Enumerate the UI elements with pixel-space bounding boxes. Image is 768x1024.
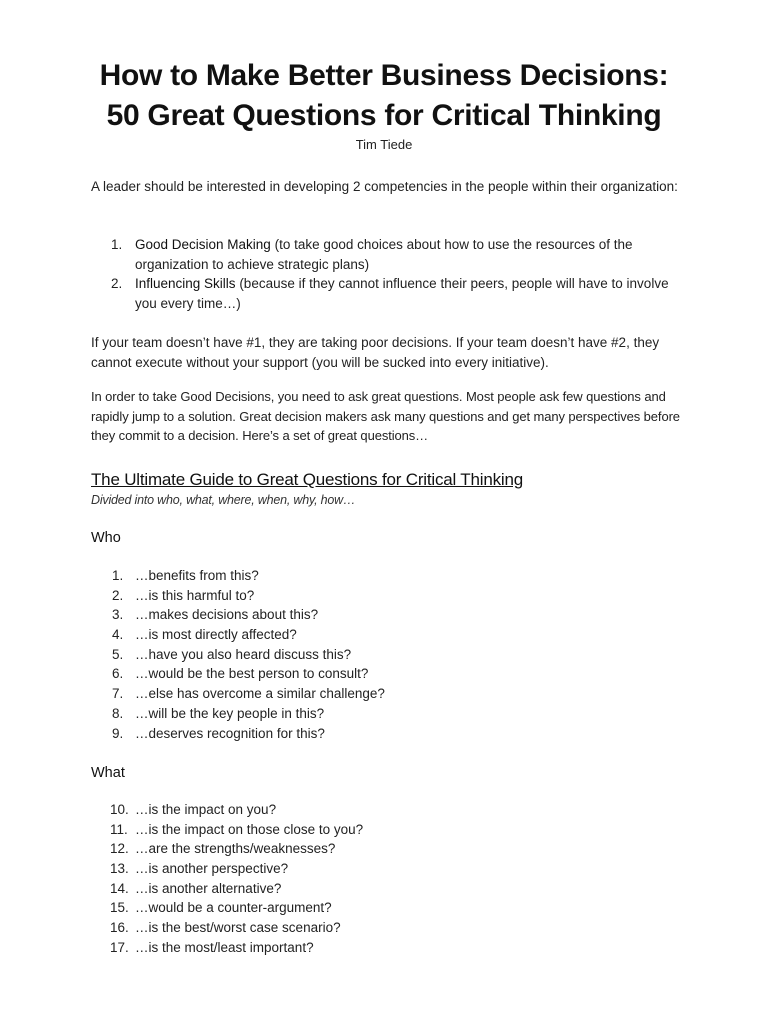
question-text: …is another alternative? [135,880,282,896]
question-text: …makes decisions about this? [135,607,319,623]
list-number: 12. [110,841,129,857]
question-text: …is the best/worst case scenario? [135,920,341,936]
title-line-1: How to Make Better Business Decisions: [99,59,669,92]
question-text: …have you also heard discuss this? [135,646,352,662]
competencies-list [91,235,691,313]
question-text: …benefits from this? [135,568,259,583]
list-number: 1. [111,237,123,252]
who-questions-list [91,566,691,743]
list-item [91,664,691,684]
list-item [91,820,691,840]
question-text: …would be the best person to consult? [135,666,369,682]
list-item [91,586,691,606]
section-heading-what: What [91,765,125,781]
list-number: 3. [112,607,124,623]
question-text: …is the impact on you? [135,802,277,817]
list-number: 6. [112,666,124,682]
list-item [91,724,691,744]
list-number: 16. [110,920,129,936]
question-text: …else has overcome a similar challenge? [135,686,385,702]
question-text: …would be a counter-argument? [135,900,332,916]
list-item [91,605,691,625]
list-number: 2. [111,276,123,291]
list-number: 11. [110,821,128,837]
question-text: …is the impact on those close to you? [135,821,364,837]
author-name: Tim Tiede [355,137,413,152]
list-item [91,704,691,724]
list-item [91,625,691,645]
list-number: 9. [112,725,124,741]
list-item [91,839,691,859]
competency-term: Influencing Skills [135,276,236,291]
list-number: 15. [110,900,129,916]
what-questions-list [91,800,691,958]
question-text: …deserves recognition for this? [135,725,325,741]
guide-subheading: Divided into who, what, where, when, why, how… [91,493,356,507]
guide-heading: The Ultimate Guide to Great Questions for Critical Thinking [91,470,523,489]
question-text: …is another perspective? [135,861,289,877]
list-number: 5. [112,646,124,662]
list-item [91,918,691,938]
list-number: 1. [112,568,124,583]
list-number: 8. [112,705,124,721]
question-text: …is this harmful to? [135,587,255,603]
list-item [91,800,691,820]
question-text: …is most directly affected? [135,627,297,643]
competency-term: Good Decision Making [135,237,271,252]
document-title [40,56,728,136]
list-item [91,879,691,899]
list-item [91,859,691,879]
list-number: 2. [112,587,124,603]
list-item [91,566,691,586]
list-item [91,274,691,313]
list-item [91,938,691,958]
competency-description: (because if they cannot influence their peers, people will have to involve you every time…) [135,276,669,311]
list-item [91,898,691,918]
list-number: 10. [110,802,129,817]
list-number: 17. [110,939,129,955]
list-number: 7. [112,686,124,702]
question-text: …is the most/least important? [135,939,314,955]
list-item [91,235,691,274]
list-number: 13. [110,861,129,877]
intro-paragraph: A leader should be interested in developing 2 competencies in the people within their organization: [91,179,678,194]
title-line-2: 50 Great Questions for Critical Thinking [106,99,662,132]
question-text: …will be the key people in this? [135,705,325,721]
questions-intro-paragraph: In order to take Good Decisions, you need to ask great questions. Most people ask few questions and rapidly jump to a solution. Great decision makers ask many questions and get many perspectives before they commit to a decision. Here’s a set of great questions… [91,389,680,443]
list-number: 4. [112,627,124,643]
competency-description: (to take good choices about how to use the resources of the organization to achieve strategic plans) [135,237,633,272]
list-number: 14. [110,880,129,896]
section-heading-who: Who [91,530,121,546]
question-text: …are the strengths/weaknesses? [135,841,336,857]
list-item [91,645,691,665]
team-paragraph: If your team doesn’t have #1, they are taking poor decisions. If your team doesn’t have #2, they cannot execute without your support (you will be sucked into every initiative). [91,335,660,370]
list-item [91,684,691,704]
